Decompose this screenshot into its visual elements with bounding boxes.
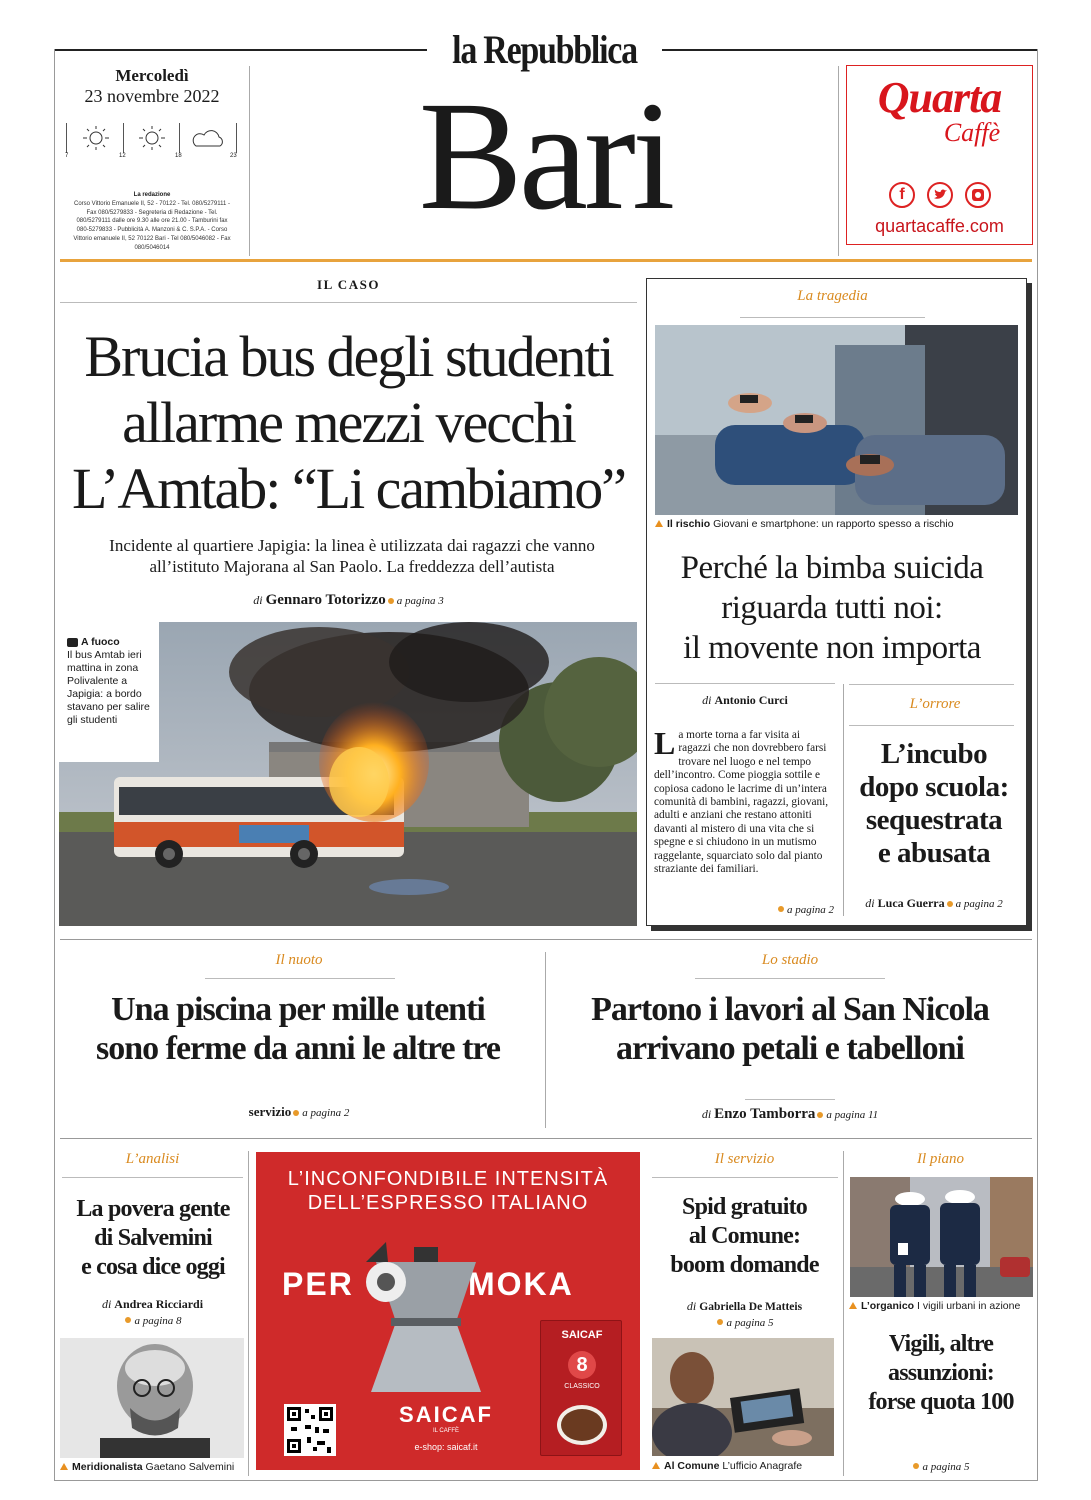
triangle-icon: [652, 1462, 660, 1469]
pack-number: 8: [568, 1351, 596, 1379]
pack-label: CLASSICO: [564, 1383, 600, 1390]
stadio-kicker: Lo stadio: [761, 952, 819, 968]
page-ref[interactable]: a pagina 2: [786, 904, 834, 916]
nuoto-kicker: Il nuoto: [275, 952, 323, 968]
piano-page-ref[interactable]: [848, 1457, 1033, 1475]
author-name[interactable]: servizio: [248, 1104, 292, 1119]
analisi-photo-salvemini[interactable]: [60, 1338, 244, 1458]
temp-label: 23: [230, 153, 237, 159]
orrore-col-divider: [843, 684, 844, 916]
byline-prefix: di: [686, 1299, 697, 1313]
orrore-headline[interactable]: [846, 738, 1022, 870]
nuoto-headline-line: Una piscina per mille utenti: [111, 991, 485, 1028]
stadio-byline-rule: [745, 1099, 835, 1100]
temp-label: 12: [119, 153, 126, 159]
analisi-col-divider: [248, 1151, 249, 1476]
bullet-icon: [717, 1319, 723, 1325]
analisi-page-ref[interactable]: [60, 1311, 245, 1329]
bullet-icon: [778, 906, 784, 912]
edition-date: 23 novembre 2022: [84, 86, 220, 106]
piano-headline-line: forse quota 100: [868, 1389, 1014, 1415]
moka-pot-icon: [346, 1222, 506, 1402]
stadio-kicker-rule: [695, 978, 885, 979]
servizio-byline: [651, 1299, 838, 1314]
ad-quarta-caffe[interactable]: [846, 65, 1033, 245]
dropcap: L: [654, 725, 676, 761]
page-ref[interactable]: a pagina 11: [826, 1109, 879, 1121]
bullet-icon: [388, 598, 394, 604]
sun-icon: [80, 125, 112, 151]
frame-right: [1037, 49, 1038, 1481]
ad-per: PER: [282, 1266, 354, 1302]
instagram-icon[interactable]: [965, 182, 991, 208]
servizio-headline-line: boom domande: [670, 1252, 819, 1278]
caption-title: Meridionalista: [72, 1461, 143, 1473]
orrore-kicker-rule: [849, 725, 1014, 726]
author-name[interactable]: Enzo Tamborra: [714, 1106, 816, 1122]
tragedia-kicker-rule: [740, 317, 925, 318]
analisi-headline[interactable]: [58, 1195, 248, 1282]
middle-col-divider: [545, 952, 546, 1128]
top-rule-right: [662, 49, 1038, 51]
nuoto-byline: [60, 1104, 538, 1120]
servizio-kicker-rule: [652, 1177, 838, 1178]
qr-code-icon[interactable]: [284, 1404, 336, 1456]
brand-logo[interactable]: la Repubblica: [452, 27, 637, 72]
social-icons: [889, 182, 993, 210]
byline-prefix: di: [101, 1297, 112, 1311]
piano-headline-line: Vigili, altre: [888, 1331, 994, 1357]
byline-prefix: di: [702, 693, 712, 707]
frame-left: [54, 49, 55, 1481]
caption-title: Il rischio: [667, 518, 711, 530]
piano-headline-line: assunzioni:: [888, 1360, 994, 1386]
tragedia-kicker: La tragedia: [797, 288, 868, 304]
bullet-icon: [293, 1110, 299, 1116]
masthead-orange-rule: [60, 259, 1032, 262]
camera-icon: [67, 638, 78, 647]
page-ref[interactable]: a pagina 2: [955, 898, 1003, 910]
lead-photo-bus-fire[interactable]: [59, 622, 637, 926]
nuoto-kicker-rule: [205, 978, 395, 979]
ad-brand-sub: IL CAFFÈ: [432, 1428, 460, 1434]
byline-prefix: di: [865, 896, 875, 910]
analisi-byline: [60, 1297, 245, 1312]
nuoto-headline[interactable]: [56, 990, 540, 1068]
analisi-headline-line: e cosa dice oggi: [81, 1254, 225, 1280]
bottom-frame-rule: [54, 1480, 1038, 1481]
analisi-kicker: L’analisi: [125, 1151, 180, 1167]
weather-strip: [66, 123, 238, 163]
bullet-icon: [125, 1317, 131, 1323]
orrore-headline-line: L’incubo: [880, 738, 988, 770]
page-ref[interactable]: a pagina 5: [726, 1317, 774, 1329]
quarta-url[interactable]: quartacaffe.com: [875, 216, 1004, 236]
cloud-icon: [190, 129, 226, 149]
lead-headline-line: Brucia bus degli studenti: [84, 324, 613, 389]
author-name[interactable]: Antonio Curci: [714, 693, 788, 707]
coffee-cup-icon: [557, 1405, 607, 1445]
tragedia-headline[interactable]: [652, 548, 1012, 668]
lead-byline: [60, 592, 637, 609]
lead-headline-line: allarme mezzi vecchi: [122, 390, 575, 455]
page-ref[interactable]: a pagina 8: [134, 1315, 182, 1327]
facebook-icon[interactable]: f: [889, 182, 915, 208]
servizio-headline[interactable]: [648, 1193, 841, 1280]
bullet-icon: [913, 1463, 919, 1469]
triangle-icon: [849, 1302, 857, 1309]
tragedia-byline: [655, 693, 835, 708]
author-name[interactable]: Gennaro Totorizzo: [265, 592, 386, 608]
city-title: Bari: [418, 69, 672, 242]
lead-summary: Incidente al quartiere Japigia: la linea è utilizzata dai ragazzi che vanno all’istituto Majorana al San Paolo. La freddezza dell’autista: [109, 536, 595, 576]
temp-label: 18: [175, 153, 182, 159]
ad-line1: L’INCONFONDIBILE INTENSITÀ: [287, 1168, 609, 1190]
redazione-text: Corso Vittorio Emanuele II, 52 - 70122 - Tel. 080/5279111 - Fax 080/5279833 - Segreteria di Redazione - Tel. 080/5279111 dalle ore 9.30 alle ore 21.00 - Tamburini fax 080-5279833 - Pubblicità A. Manzoni & C. S.P.A. - Corso Vittorio emanuele II, 52 70122 Bari - Tel 080/5046082 - Fax 080/5046014: [73, 201, 231, 251]
triangle-icon: [655, 520, 663, 527]
lead-headline[interactable]: [56, 324, 641, 522]
servizio-col-divider: [843, 1151, 844, 1476]
stadio-headline-line: arrivano petali e tabelloni: [616, 1030, 964, 1067]
bottom-top-rule: [60, 1138, 1032, 1139]
page-ref[interactable]: a pagina 2: [302, 1107, 350, 1119]
lead-kicker-rule: [60, 302, 637, 303]
author-name[interactable]: Luca Guerra: [877, 896, 945, 910]
sun-icon: [136, 125, 168, 151]
tragedia-headline-line: il movente non importa: [683, 630, 981, 666]
servizio-page-ref[interactable]: [651, 1313, 838, 1331]
analisi-kicker-rule: [62, 1177, 243, 1178]
servizio-headline-line: Spid gratuito: [682, 1194, 807, 1220]
orrore-headline-line: sequestrata: [865, 804, 1003, 836]
ad-moka: MOKA: [468, 1266, 574, 1302]
masthead-col-divider: [838, 66, 839, 256]
quarta-brand-sub: Caffè: [943, 118, 1001, 147]
tragedia-photo-smartphones[interactable]: [655, 325, 1018, 515]
tragedia-page-ref[interactable]: [654, 900, 834, 918]
servizio-photo-anagrafe[interactable]: [652, 1338, 834, 1456]
tragedia-headline-line: riguarda tutti noi:: [721, 590, 943, 626]
body-text: a morte torna a far visita ai ragazzi che non dovrebbero farsi trovare nel luogo e nel tempo dell’incontro. Come pioggia sottile e copiosa cadono le lacrime di un’intera comunità di bambini, ragazzi, giovani, adulti e anziani che restano attoniti davanti al mistero di una vita che si spegne e si chiudono in un mutismo raggelante, squarciato solo dal pianto straziante dei familiari.: [654, 729, 829, 876]
stadio-byline: [551, 1106, 1029, 1123]
pack-brand: SAICAF: [561, 1329, 603, 1341]
temp-label: 7: [65, 153, 69, 159]
tragedia-body: [654, 725, 834, 876]
lead-photo-caption: [59, 622, 159, 762]
servizio-kicker: Il servizio: [714, 1151, 775, 1167]
caption-title: Al Comune: [664, 1460, 720, 1472]
caption-title: A fuoco: [81, 636, 120, 648]
author-name[interactable]: Andrea Ricciardi: [114, 1297, 204, 1311]
ad-brand: SAICAF: [399, 1402, 493, 1427]
stadio-headline[interactable]: [550, 990, 1030, 1068]
redazione-title: La redazione: [133, 192, 171, 198]
lead-headline-line: L’Amtab: “Li cambiamo”: [72, 456, 625, 521]
piano-photo-vigili[interactable]: [850, 1177, 1033, 1297]
coffee-pack: [540, 1320, 622, 1456]
ad-line2: DELL’ESPRESSO ITALIANO: [307, 1192, 589, 1214]
orrore-kicker: L’orrore: [909, 696, 961, 712]
bullet-icon: [947, 901, 953, 907]
analisi-headline-line: La povera gente: [76, 1196, 230, 1222]
orrore-top-rule: [849, 684, 1014, 685]
caption-text: L’ufficio Anagrafe: [722, 1460, 803, 1472]
byline-prefix: di: [701, 1107, 712, 1121]
page-ref[interactable]: a pagina 5: [922, 1461, 970, 1473]
caption-text: Giovani e smartphone: un rapporto spesso a rischio: [713, 518, 954, 530]
piano-headline[interactable]: [846, 1330, 1036, 1417]
servizio-headline-line: al Comune:: [688, 1223, 801, 1249]
orrore-headline-line: e abusata: [877, 837, 991, 869]
bullet-icon: [817, 1112, 823, 1118]
ad-saicaf[interactable]: [256, 1152, 640, 1470]
tragedia-divider: [655, 683, 835, 684]
piano-photo-caption: [849, 1300, 1039, 1312]
twitter-icon[interactable]: [927, 182, 953, 208]
caption-title: L’organico: [861, 1300, 915, 1312]
lead-kicker: IL CASO: [317, 277, 380, 292]
analisi-photo-caption: [60, 1461, 260, 1473]
analisi-headline-line: di Salvemini: [94, 1225, 212, 1251]
triangle-icon: [60, 1463, 68, 1470]
top-rule-left: [54, 49, 427, 51]
quarta-brand: Quarta: [877, 73, 1002, 122]
stadio-headline-line: Partono i lavori al San Nicola: [591, 991, 989, 1028]
caption-text: Il bus Amtab ieri mattina in zona Polivalente a Japigia: a bordo stavano per salire gli studenti: [67, 649, 150, 726]
masthead-col-divider: [249, 66, 250, 256]
edition-date-day: Mercoledì: [115, 66, 189, 85]
tragedia-headline-line: Perché la bimba suicida: [680, 550, 984, 586]
ad-shop[interactable]: e-shop: saicaf.it: [414, 1442, 478, 1452]
servizio-photo-caption: [652, 1460, 842, 1472]
orrore-byline: [849, 896, 1019, 911]
caption-text: Gaetano Salvemini: [145, 1461, 235, 1473]
tragedia-photo-caption: [655, 518, 1025, 530]
byline-prefix: di: [253, 593, 263, 607]
middle-top-rule: [60, 939, 1032, 940]
piano-kicker: Il piano: [916, 1151, 965, 1167]
caption-text: I vigili urbani in azione: [917, 1300, 1021, 1312]
orrore-headline-line: dopo scuola:: [859, 771, 1009, 803]
author-name[interactable]: Gabriella De Matteis: [699, 1301, 803, 1313]
nuoto-headline-line: sono ferme da anni le altre tre: [96, 1030, 500, 1067]
page-ref[interactable]: a pagina 3: [396, 595, 444, 607]
